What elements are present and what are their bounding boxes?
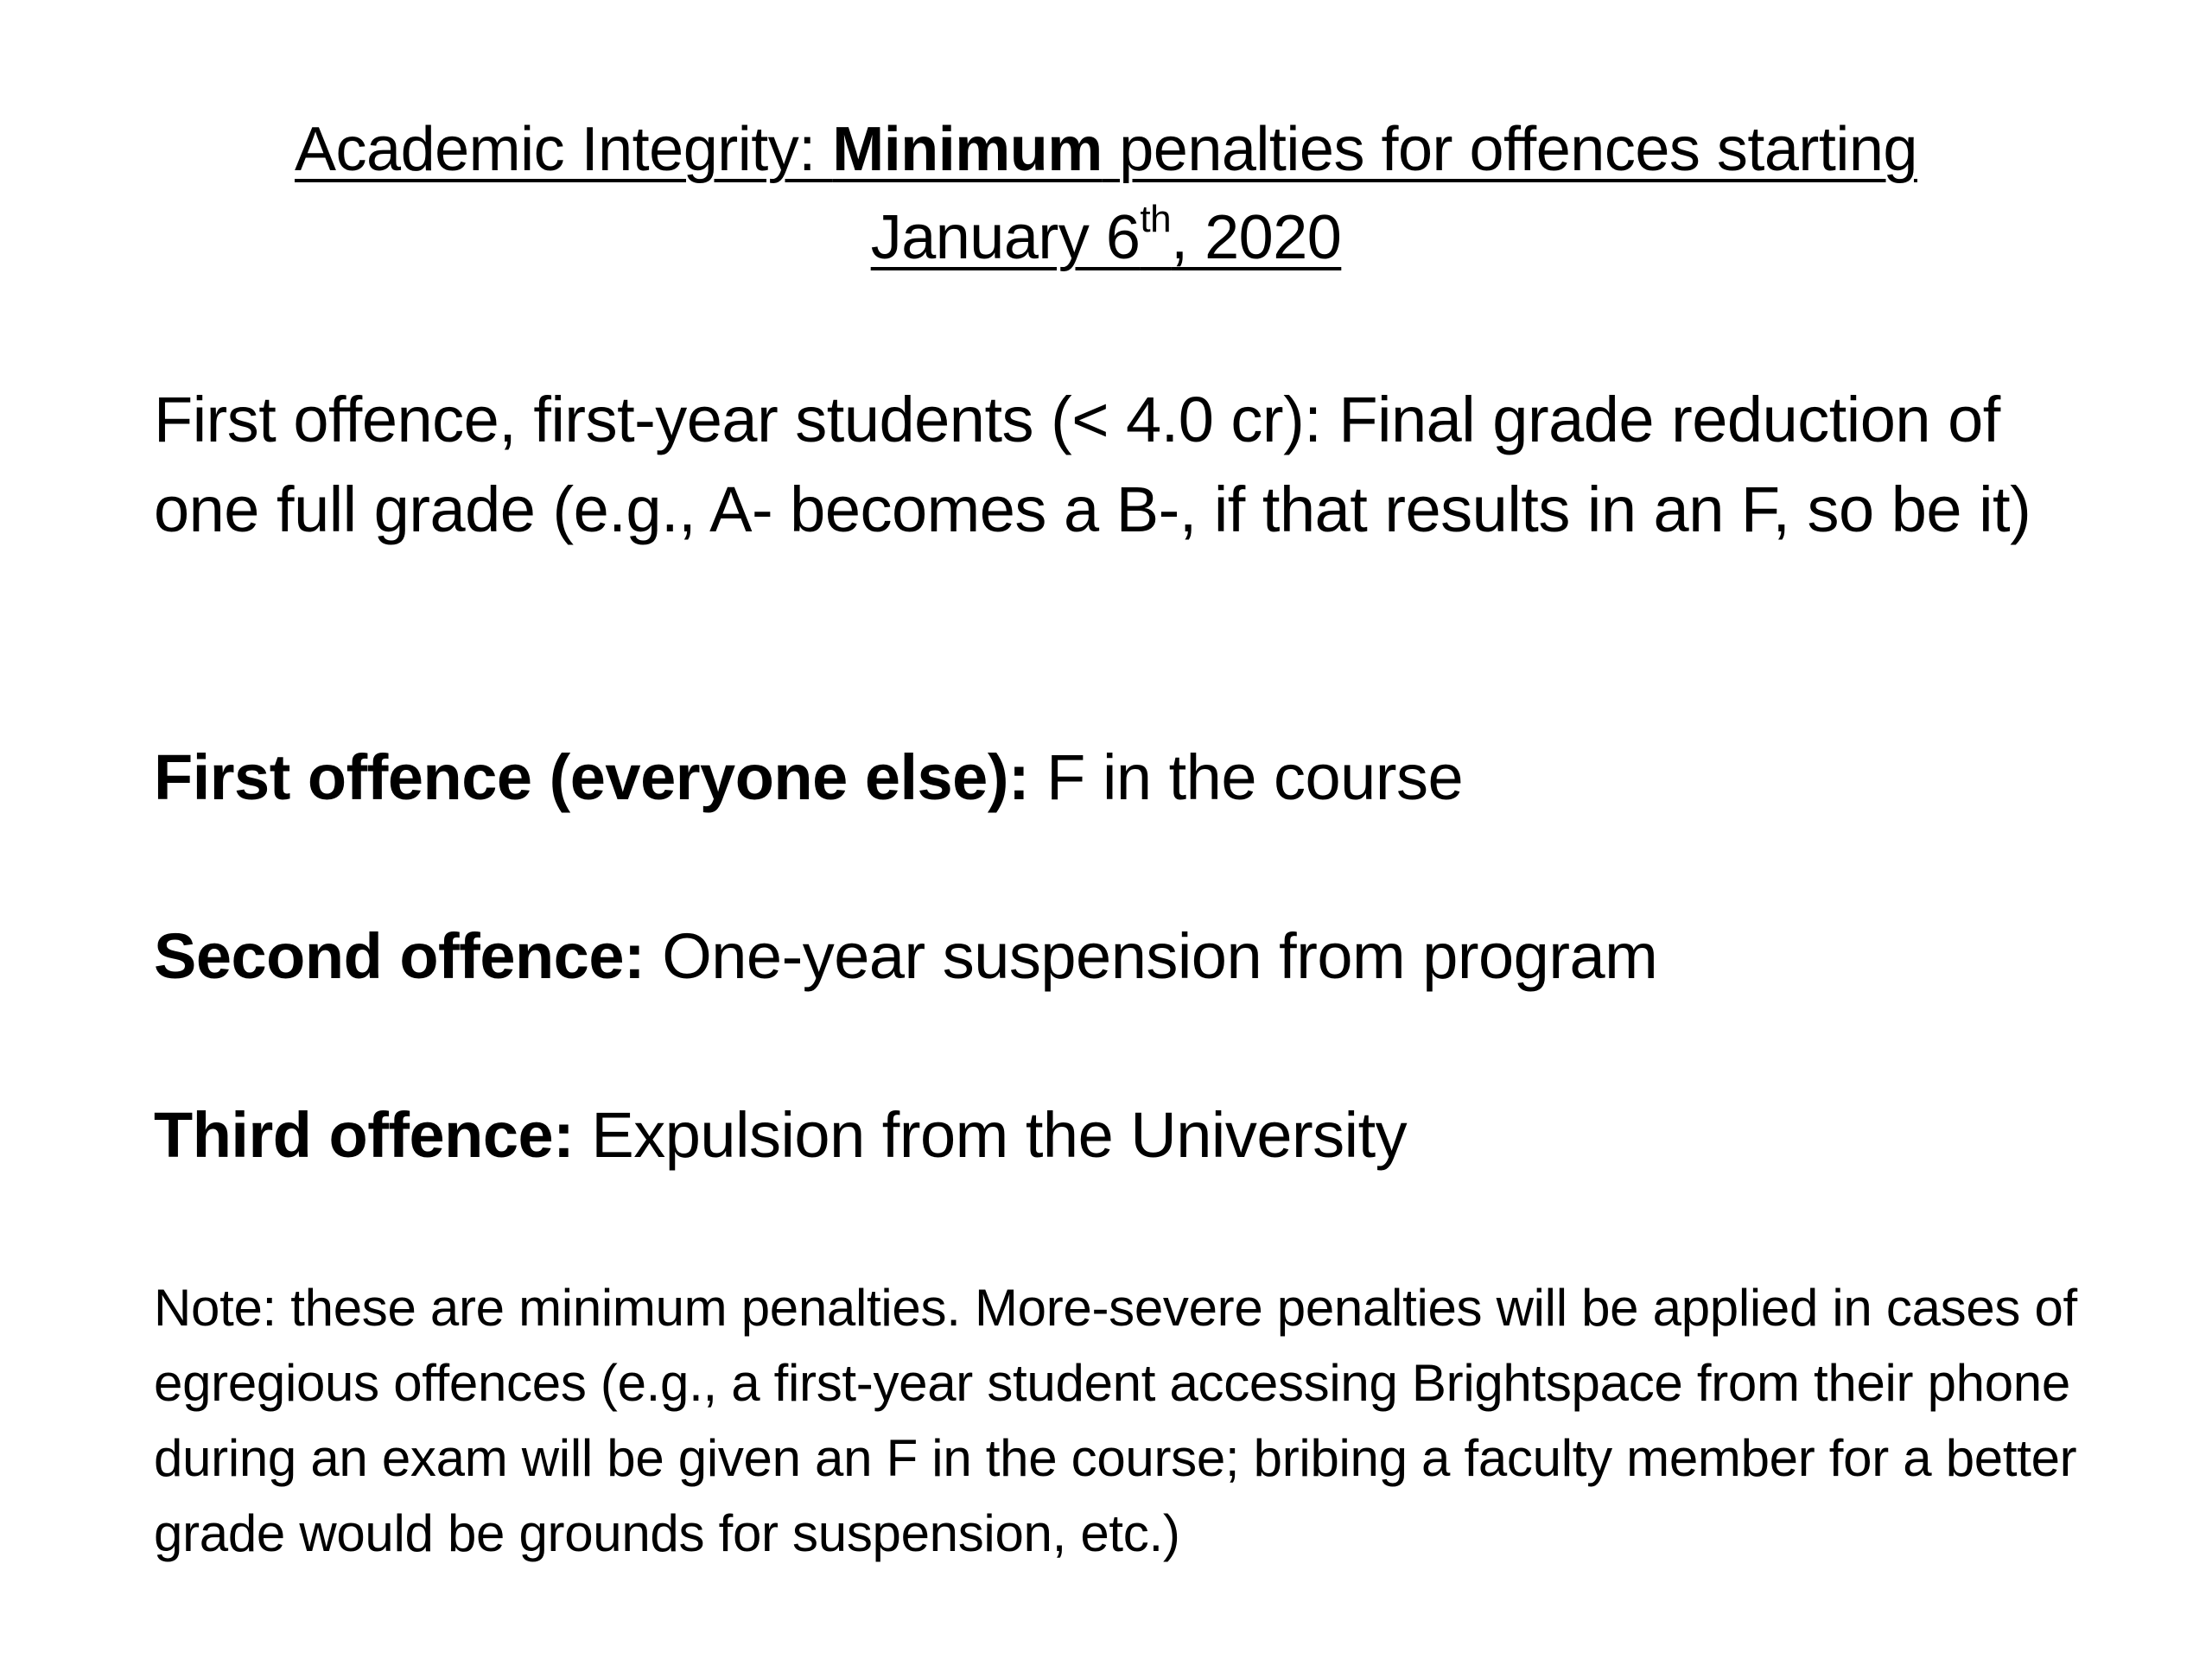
penalty-first-offence-everyone: [154, 733, 2098, 823]
title-bold-word: Minimum: [832, 115, 1103, 184]
title-line-2: [870, 198, 1342, 272]
title-date-year: , 2020: [1171, 203, 1342, 272]
penalty-label: Third offence:: [154, 1099, 575, 1171]
penalty-text: One-year suspension from program: [645, 920, 1658, 992]
title-date-month: January 6: [870, 203, 1141, 272]
penalty-label: Second offence:: [154, 920, 645, 992]
penalty-first-offence-first-year: [154, 375, 2098, 555]
slide-title: [130, 105, 2082, 282]
title-line-1: [295, 115, 1917, 184]
title-date-suffix: th: [1140, 198, 1172, 240]
title-rest: penalties for offences starting: [1102, 115, 1917, 184]
penalty-third-offence: [154, 1090, 2098, 1180]
penalty-second-offence: [154, 912, 2098, 1001]
title-prefix: Academic Integrity:: [295, 115, 833, 184]
penalty-text: First offence, first-year students (< 4.0 cr): Final grade reduction of one full grade (e.g., A- becomes a B-, if that results in an F, so be it): [154, 384, 2031, 545]
penalty-text: Expulsion from the University: [574, 1099, 1408, 1171]
penalty-text: F in the course: [1029, 741, 1464, 813]
penalty-label: First offence (everyone else):: [154, 741, 1030, 813]
note-paragraph: Note: these are minimum penalties. More-severe penalties will be applied in cases of egregious offences (e.g., a first-year student accessing Brightspace from their phone during an exam will be given an F in the course; bribing a faculty member for a better grade would be grounds for suspension, etc.): [154, 1279, 2077, 1562]
